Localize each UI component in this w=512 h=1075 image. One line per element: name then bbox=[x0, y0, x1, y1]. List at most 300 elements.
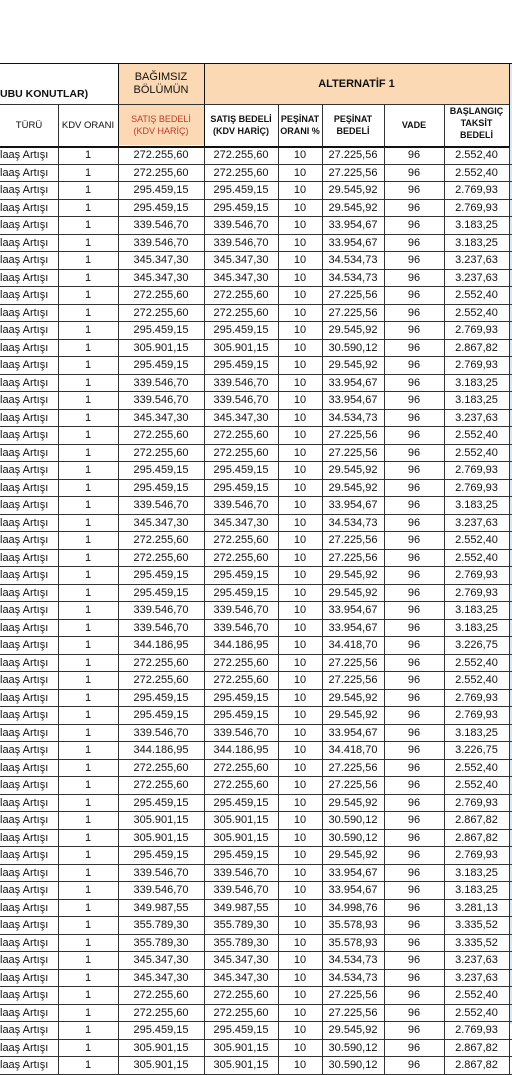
col-vade: VADE bbox=[401, 120, 427, 130]
cell-satis-bedeli-1: 272.255,60 bbox=[118, 654, 204, 672]
cell-pesinat-orani: 10 bbox=[278, 427, 322, 445]
cell-turu: laaş Artışı bbox=[0, 602, 58, 620]
cell-satis-bedeli-1: 295.459,15 bbox=[118, 567, 204, 585]
cell-pesinat-bedeli: 35.578,93 bbox=[322, 917, 384, 935]
cell-turu: laaş Artışı bbox=[0, 497, 58, 515]
cell-satis-bedeli-1: 272.255,60 bbox=[118, 1004, 204, 1022]
cell-pesinat-orani: 10 bbox=[278, 882, 322, 900]
cell-baslangic-taksit: 2.769,93 bbox=[444, 1022, 509, 1040]
cell-vade: 96 bbox=[384, 532, 444, 550]
cell-satis-bedeli-2: 295.459,15 bbox=[204, 357, 278, 375]
cell-turu: laaş Artışı bbox=[0, 374, 58, 392]
cell-pesinat-bedeli: 34.534,73 bbox=[322, 969, 384, 987]
cell-vade: 96 bbox=[384, 917, 444, 935]
cell-pesinat-bedeli: 33.954,67 bbox=[322, 724, 384, 742]
cell-pesinat-orani: 10 bbox=[278, 724, 322, 742]
cell-satis-bedeli-2: 295.459,15 bbox=[204, 847, 278, 865]
cell-vade: 96 bbox=[384, 182, 444, 200]
cell-vade: 96 bbox=[384, 829, 444, 847]
cell-satis-bedeli-2: 272.255,60 bbox=[204, 987, 278, 1005]
cell-satis-bedeli-2: 345.347,30 bbox=[204, 514, 278, 532]
cell-pesinat-bedeli: 27.225,56 bbox=[322, 427, 384, 445]
cell-pesinat-orani: 10 bbox=[278, 654, 322, 672]
cell-satis-bedeli-1: 355.789,30 bbox=[118, 917, 204, 935]
cell-pesinat-bedeli: 34.534,73 bbox=[322, 514, 384, 532]
cell-vade: 96 bbox=[384, 287, 444, 305]
cell-kdv-orani: 1 bbox=[58, 532, 118, 550]
cell-baslangic-taksit: 3.237,63 bbox=[444, 269, 509, 287]
cell-vade: 96 bbox=[384, 497, 444, 515]
cell-satis-bedeli-2: 272.255,60 bbox=[204, 777, 278, 795]
cell-satis-bedeli-2: 345.347,30 bbox=[204, 252, 278, 270]
cell-vade: 96 bbox=[384, 672, 444, 690]
cell-satis-bedeli-2: 295.459,15 bbox=[204, 1022, 278, 1040]
cell-turu: laaş Artışı bbox=[0, 427, 58, 445]
cell-turu: laaş Artışı bbox=[0, 707, 58, 725]
cell-turu: laaş Artışı bbox=[0, 1039, 58, 1057]
cell-vade: 96 bbox=[384, 409, 444, 427]
cell-pesinat-bedeli: 27.225,56 bbox=[322, 147, 384, 164]
cell-pesinat-orani: 10 bbox=[278, 759, 322, 777]
cell-satis-bedeli-1: 339.546,70 bbox=[118, 374, 204, 392]
cell-satis-bedeli-2: 295.459,15 bbox=[204, 199, 278, 217]
cell-turu: laaş Artışı bbox=[0, 654, 58, 672]
cell-pesinat-orani: 10 bbox=[278, 147, 322, 164]
table-row bbox=[0, 269, 512, 287]
table-row bbox=[0, 812, 512, 830]
cell-satis-bedeli-2: 295.459,15 bbox=[204, 584, 278, 602]
bagimsiz-header: BAĞIMSIZ BÖLÜMÜN bbox=[118, 64, 204, 104]
table-row bbox=[0, 514, 512, 532]
table-row bbox=[0, 952, 512, 970]
cell-satis-bedeli-1: 295.459,15 bbox=[118, 847, 204, 865]
cell-satis-bedeli-2: 295.459,15 bbox=[204, 689, 278, 707]
cell-satis-bedeli-2: 272.255,60 bbox=[204, 147, 278, 164]
cell-satis-bedeli-2: 339.546,70 bbox=[204, 864, 278, 882]
cell-turu: laaş Artışı bbox=[0, 847, 58, 865]
cell-vade: 96 bbox=[384, 794, 444, 812]
cell-kdv-orani: 1 bbox=[58, 497, 118, 515]
cell-pesinat-orani: 10 bbox=[278, 1057, 322, 1075]
cell-satis-bedeli-1: 295.459,15 bbox=[118, 707, 204, 725]
cell-turu: laaş Artışı bbox=[0, 357, 58, 375]
table-row bbox=[0, 497, 512, 515]
cell-pesinat-bedeli: 27.225,56 bbox=[322, 287, 384, 305]
cell-baslangic-taksit: 3.237,63 bbox=[444, 514, 509, 532]
cell-kdv-orani: 1 bbox=[58, 427, 118, 445]
cell-satis-bedeli-2: 295.459,15 bbox=[204, 794, 278, 812]
cell-kdv-orani: 1 bbox=[58, 1039, 118, 1057]
cell-satis-bedeli-2: 295.459,15 bbox=[204, 567, 278, 585]
cell-baslangic-taksit: 2.867,82 bbox=[444, 339, 509, 357]
cell-kdv-orani: 1 bbox=[58, 567, 118, 585]
cell-kdv-orani: 1 bbox=[58, 689, 118, 707]
cell-satis-bedeli-2: 339.546,70 bbox=[204, 882, 278, 900]
cell-turu: laaş Artışı bbox=[0, 934, 58, 952]
cell-baslangic-taksit: 3.237,63 bbox=[444, 252, 509, 270]
cell-vade: 96 bbox=[384, 707, 444, 725]
cell-pesinat-orani: 10 bbox=[278, 199, 322, 217]
cell-pesinat-orani: 10 bbox=[278, 1004, 322, 1022]
cell-pesinat-orani: 10 bbox=[278, 602, 322, 620]
cell-satis-bedeli-1: 272.255,60 bbox=[118, 287, 204, 305]
cell-baslangic-taksit: 2.552,40 bbox=[444, 532, 509, 550]
cell-pesinat-bedeli: 27.225,56 bbox=[322, 164, 384, 182]
cell-pesinat-orani: 10 bbox=[278, 252, 322, 270]
cell-turu: laaş Artışı bbox=[0, 1022, 58, 1040]
cell-satis-bedeli-1: 295.459,15 bbox=[118, 182, 204, 200]
cell-satis-bedeli-2: 339.546,70 bbox=[204, 619, 278, 637]
cell-pesinat-bedeli: 27.225,56 bbox=[322, 987, 384, 1005]
cell-vade: 96 bbox=[384, 339, 444, 357]
cell-pesinat-orani: 10 bbox=[278, 357, 322, 375]
cell-baslangic-taksit: 3.183,25 bbox=[444, 217, 509, 235]
cell-pesinat-bedeli: 29.545,92 bbox=[322, 847, 384, 865]
cell-pesinat-orani: 10 bbox=[278, 794, 322, 812]
cell-satis-bedeli-1: 339.546,70 bbox=[118, 392, 204, 410]
cell-pesinat-bedeli: 33.954,67 bbox=[322, 392, 384, 410]
cell-satis-bedeli-1: 339.546,70 bbox=[118, 882, 204, 900]
cell-satis-bedeli-2: 272.255,60 bbox=[204, 427, 278, 445]
cell-kdv-orani: 1 bbox=[58, 882, 118, 900]
col-kdv-orani: KDV ORANI bbox=[61, 119, 115, 131]
cell-vade: 96 bbox=[384, 357, 444, 375]
cell-vade: 96 bbox=[384, 1022, 444, 1040]
table-row bbox=[0, 917, 512, 935]
cell-pesinat-orani: 10 bbox=[278, 217, 322, 235]
cell-vade: 96 bbox=[384, 724, 444, 742]
cell-pesinat-bedeli: 34.534,73 bbox=[322, 252, 384, 270]
cell-baslangic-taksit: 3.281,13 bbox=[444, 899, 509, 917]
table-row bbox=[0, 1057, 512, 1075]
table-row bbox=[0, 549, 512, 567]
cell-baslangic-taksit: 2.769,93 bbox=[444, 707, 509, 725]
cell-pesinat-bedeli: 30.590,12 bbox=[322, 829, 384, 847]
cell-turu: laaş Artışı bbox=[0, 952, 58, 970]
cell-satis-bedeli-1: 272.255,60 bbox=[118, 549, 204, 567]
cell-pesinat-bedeli: 33.954,67 bbox=[322, 497, 384, 515]
cell-turu: laaş Artışı bbox=[0, 829, 58, 847]
cell-baslangic-taksit: 2.867,82 bbox=[444, 829, 509, 847]
cell-baslangic-taksit: 3.183,25 bbox=[444, 374, 509, 392]
cell-kdv-orani: 1 bbox=[58, 287, 118, 305]
cell-pesinat-orani: 10 bbox=[278, 392, 322, 410]
cell-satis-bedeli-2: 339.546,70 bbox=[204, 217, 278, 235]
cell-baslangic-taksit: 2.552,40 bbox=[444, 147, 509, 164]
cell-satis-bedeli-1: 305.901,15 bbox=[118, 1057, 204, 1075]
cell-satis-bedeli-1: 295.459,15 bbox=[118, 357, 204, 375]
cell-turu: laaş Artışı bbox=[0, 532, 58, 550]
cell-kdv-orani: 1 bbox=[58, 637, 118, 655]
cell-pesinat-bedeli: 29.545,92 bbox=[322, 357, 384, 375]
cell-pesinat-orani: 10 bbox=[278, 497, 322, 515]
col-pesinat-bedeli: PEŞİNAT BEDELİ bbox=[333, 114, 373, 136]
cell-pesinat-bedeli: 29.545,92 bbox=[322, 707, 384, 725]
cell-satis-bedeli-2: 339.546,70 bbox=[204, 392, 278, 410]
cell-kdv-orani: 1 bbox=[58, 654, 118, 672]
cell-satis-bedeli-2: 295.459,15 bbox=[204, 462, 278, 480]
cell-kdv-orani: 1 bbox=[58, 864, 118, 882]
table-row bbox=[0, 1039, 512, 1057]
cell-satis-bedeli-1: 345.347,30 bbox=[118, 969, 204, 987]
cell-vade: 96 bbox=[384, 654, 444, 672]
cell-turu: laaş Artışı bbox=[0, 234, 58, 252]
cell-turu: laaş Artışı bbox=[0, 444, 58, 462]
cell-baslangic-taksit: 2.552,40 bbox=[444, 164, 509, 182]
cell-pesinat-bedeli: 33.954,67 bbox=[322, 602, 384, 620]
cell-vade: 96 bbox=[384, 479, 444, 497]
cell-baslangic-taksit: 2.769,93 bbox=[444, 584, 509, 602]
cell-turu: laaş Artışı bbox=[0, 549, 58, 567]
cell-kdv-orani: 1 bbox=[58, 374, 118, 392]
cell-baslangic-taksit: 2.867,82 bbox=[444, 812, 509, 830]
cell-satis-bedeli-1: 344.186,95 bbox=[118, 742, 204, 760]
col-satis-bedeli-2: SATIŞ BEDELİ (KDV HARİÇ) bbox=[210, 114, 272, 136]
table-row bbox=[0, 777, 512, 795]
cell-vade: 96 bbox=[384, 234, 444, 252]
table-row bbox=[0, 357, 512, 375]
cell-satis-bedeli-1: 295.459,15 bbox=[118, 462, 204, 480]
cell-satis-bedeli-2: 295.459,15 bbox=[204, 707, 278, 725]
table-row bbox=[0, 689, 512, 707]
cell-kdv-orani: 1 bbox=[58, 147, 118, 164]
cell-pesinat-bedeli: 33.954,67 bbox=[322, 374, 384, 392]
cell-pesinat-orani: 10 bbox=[278, 532, 322, 550]
cell-satis-bedeli-2: 349.987,55 bbox=[204, 899, 278, 917]
cell-kdv-orani: 1 bbox=[58, 182, 118, 200]
table-row bbox=[0, 899, 512, 917]
cell-turu: laaş Artışı bbox=[0, 304, 58, 322]
cell-vade: 96 bbox=[384, 217, 444, 235]
cell-kdv-orani: 1 bbox=[58, 409, 118, 427]
table-row bbox=[0, 987, 512, 1005]
cell-kdv-orani: 1 bbox=[58, 619, 118, 637]
cell-turu: laaş Artışı bbox=[0, 1057, 58, 1075]
cell-pesinat-bedeli: 33.954,67 bbox=[322, 864, 384, 882]
cell-pesinat-bedeli: 30.590,12 bbox=[322, 1039, 384, 1057]
cell-satis-bedeli-2: 295.459,15 bbox=[204, 182, 278, 200]
col-baslangic-taksit: BAŞLANGIÇ TAKSİT BEDELİ bbox=[449, 105, 504, 140]
cell-baslangic-taksit: 3.237,63 bbox=[444, 952, 509, 970]
cell-satis-bedeli-2: 344.186,95 bbox=[204, 742, 278, 760]
cell-baslangic-taksit: 3.237,63 bbox=[444, 969, 509, 987]
cell-satis-bedeli-2: 305.901,15 bbox=[204, 1057, 278, 1075]
cell-satis-bedeli-2: 355.789,30 bbox=[204, 934, 278, 952]
col-pesinat-orani: PEŞİNAT ORANI % bbox=[280, 114, 320, 136]
cell-kdv-orani: 1 bbox=[58, 602, 118, 620]
cell-pesinat-orani: 10 bbox=[278, 409, 322, 427]
cell-turu: laaş Artışı bbox=[0, 182, 58, 200]
cell-vade: 96 bbox=[384, 374, 444, 392]
cell-satis-bedeli-2: 339.546,70 bbox=[204, 724, 278, 742]
cell-kdv-orani: 1 bbox=[58, 479, 118, 497]
cell-baslangic-taksit: 2.867,82 bbox=[444, 1039, 509, 1057]
cell-baslangic-taksit: 3.226,75 bbox=[444, 637, 509, 655]
cell-pesinat-orani: 10 bbox=[278, 829, 322, 847]
table-row bbox=[0, 934, 512, 952]
cell-vade: 96 bbox=[384, 969, 444, 987]
cell-pesinat-orani: 10 bbox=[278, 777, 322, 795]
cell-pesinat-orani: 10 bbox=[278, 567, 322, 585]
cell-satis-bedeli-1: 272.255,60 bbox=[118, 777, 204, 795]
cell-kdv-orani: 1 bbox=[58, 1057, 118, 1075]
cell-vade: 96 bbox=[384, 882, 444, 900]
table-row bbox=[0, 829, 512, 847]
cell-pesinat-bedeli: 29.545,92 bbox=[322, 794, 384, 812]
cell-baslangic-taksit: 2.769,93 bbox=[444, 357, 509, 375]
cell-kdv-orani: 1 bbox=[58, 164, 118, 182]
cell-turu: laaş Artışı bbox=[0, 672, 58, 690]
cell-satis-bedeli-2: 345.347,30 bbox=[204, 409, 278, 427]
cell-satis-bedeli-1: 295.459,15 bbox=[118, 479, 204, 497]
cell-satis-bedeli-2: 295.459,15 bbox=[204, 322, 278, 340]
cell-satis-bedeli-1: 295.459,15 bbox=[118, 584, 204, 602]
cell-baslangic-taksit: 2.552,40 bbox=[444, 777, 509, 795]
cell-baslangic-taksit: 2.769,93 bbox=[444, 567, 509, 585]
cell-pesinat-orani: 10 bbox=[278, 339, 322, 357]
cell-turu: laaş Artışı bbox=[0, 462, 58, 480]
cell-baslangic-taksit: 3.183,25 bbox=[444, 234, 509, 252]
cell-pesinat-bedeli: 34.534,73 bbox=[322, 409, 384, 427]
cell-kdv-orani: 1 bbox=[58, 847, 118, 865]
cell-kdv-orani: 1 bbox=[58, 812, 118, 830]
cell-kdv-orani: 1 bbox=[58, 269, 118, 287]
cell-pesinat-orani: 10 bbox=[278, 287, 322, 305]
cell-pesinat-bedeli: 29.545,92 bbox=[322, 199, 384, 217]
table-row bbox=[0, 1004, 512, 1022]
cell-vade: 96 bbox=[384, 602, 444, 620]
cell-turu: laaş Artışı bbox=[0, 899, 58, 917]
cell-pesinat-orani: 10 bbox=[278, 1022, 322, 1040]
cell-turu: laaş Artışı bbox=[0, 777, 58, 795]
cell-satis-bedeli-1: 272.255,60 bbox=[118, 147, 204, 164]
cell-vade: 96 bbox=[384, 864, 444, 882]
cell-vade: 96 bbox=[384, 934, 444, 952]
table-row bbox=[0, 759, 512, 777]
cell-baslangic-taksit: 2.769,93 bbox=[444, 182, 509, 200]
cell-satis-bedeli-1: 339.546,70 bbox=[118, 497, 204, 515]
cell-pesinat-orani: 10 bbox=[278, 444, 322, 462]
cell-satis-bedeli-1: 339.546,70 bbox=[118, 217, 204, 235]
cell-kdv-orani: 1 bbox=[58, 322, 118, 340]
cell-vade: 96 bbox=[384, 812, 444, 830]
cell-pesinat-orani: 10 bbox=[278, 549, 322, 567]
cell-baslangic-taksit: 2.552,40 bbox=[444, 304, 509, 322]
col-turu: TÜRÜ bbox=[15, 119, 43, 131]
cell-pesinat-orani: 10 bbox=[278, 689, 322, 707]
cell-pesinat-bedeli: 29.545,92 bbox=[322, 567, 384, 585]
cell-satis-bedeli-2: 345.347,30 bbox=[204, 269, 278, 287]
cell-baslangic-taksit: 2.769,93 bbox=[444, 847, 509, 865]
cell-kdv-orani: 1 bbox=[58, 969, 118, 987]
cell-kdv-orani: 1 bbox=[58, 217, 118, 235]
cell-pesinat-orani: 10 bbox=[278, 374, 322, 392]
table-row bbox=[0, 304, 512, 322]
cell-satis-bedeli-2: 339.546,70 bbox=[204, 234, 278, 252]
cell-pesinat-bedeli: 27.225,56 bbox=[322, 304, 384, 322]
cell-kdv-orani: 1 bbox=[58, 304, 118, 322]
cell-vade: 96 bbox=[384, 777, 444, 795]
cell-satis-bedeli-2: 272.255,60 bbox=[204, 549, 278, 567]
table-row bbox=[0, 199, 512, 217]
table-row bbox=[0, 444, 512, 462]
cell-pesinat-orani: 10 bbox=[278, 672, 322, 690]
table-row bbox=[0, 724, 512, 742]
cell-turu: laaş Artışı bbox=[0, 689, 58, 707]
cell-pesinat-orani: 10 bbox=[278, 847, 322, 865]
table-row bbox=[0, 339, 512, 357]
cell-vade: 96 bbox=[384, 304, 444, 322]
cell-satis-bedeli-2: 339.546,70 bbox=[204, 497, 278, 515]
cell-satis-bedeli-2: 339.546,70 bbox=[204, 374, 278, 392]
cell-baslangic-taksit: 2.769,93 bbox=[444, 462, 509, 480]
cell-baslangic-taksit: 2.552,40 bbox=[444, 654, 509, 672]
cell-pesinat-orani: 10 bbox=[278, 234, 322, 252]
cell-pesinat-bedeli: 29.545,92 bbox=[322, 182, 384, 200]
table-row bbox=[0, 182, 512, 200]
cell-satis-bedeli-1: 272.255,60 bbox=[118, 759, 204, 777]
cell-satis-bedeli-1: 272.255,60 bbox=[118, 304, 204, 322]
cell-vade: 96 bbox=[384, 1004, 444, 1022]
cell-kdv-orani: 1 bbox=[58, 742, 118, 760]
cell-vade: 96 bbox=[384, 252, 444, 270]
cell-turu: laaş Artışı bbox=[0, 812, 58, 830]
cell-pesinat-orani: 10 bbox=[278, 1039, 322, 1057]
table-row bbox=[0, 882, 512, 900]
cell-baslangic-taksit: 2.769,93 bbox=[444, 322, 509, 340]
cell-turu: laaş Artışı bbox=[0, 584, 58, 602]
cell-pesinat-orani: 10 bbox=[278, 812, 322, 830]
cell-baslangic-taksit: 3.237,63 bbox=[444, 409, 509, 427]
cell-pesinat-bedeli: 29.545,92 bbox=[322, 462, 384, 480]
cell-satis-bedeli-1: 345.347,30 bbox=[118, 514, 204, 532]
cell-pesinat-bedeli: 34.534,73 bbox=[322, 952, 384, 970]
cell-satis-bedeli-1: 344.186,95 bbox=[118, 637, 204, 655]
table-row bbox=[0, 707, 512, 725]
cell-kdv-orani: 1 bbox=[58, 444, 118, 462]
cell-turu: laaş Artışı bbox=[0, 759, 58, 777]
cell-pesinat-orani: 10 bbox=[278, 304, 322, 322]
cell-pesinat-orani: 10 bbox=[278, 987, 322, 1005]
cell-turu: laaş Artışı bbox=[0, 147, 58, 164]
cell-pesinat-bedeli: 34.534,73 bbox=[322, 269, 384, 287]
cell-kdv-orani: 1 bbox=[58, 514, 118, 532]
cell-kdv-orani: 1 bbox=[58, 952, 118, 970]
cell-satis-bedeli-2: 355.789,30 bbox=[204, 917, 278, 935]
cell-kdv-orani: 1 bbox=[58, 724, 118, 742]
table-row bbox=[0, 462, 512, 480]
table-row bbox=[0, 532, 512, 550]
table-row bbox=[0, 147, 512, 164]
cell-kdv-orani: 1 bbox=[58, 1004, 118, 1022]
table-row bbox=[0, 637, 512, 655]
cell-turu: laaş Artışı bbox=[0, 322, 58, 340]
cell-satis-bedeli-1: 339.546,70 bbox=[118, 864, 204, 882]
cell-kdv-orani: 1 bbox=[58, 462, 118, 480]
cell-vade: 96 bbox=[384, 619, 444, 637]
cell-satis-bedeli-1: 305.901,15 bbox=[118, 339, 204, 357]
cell-baslangic-taksit: 2.867,82 bbox=[444, 1057, 509, 1075]
cell-satis-bedeli-2: 272.255,60 bbox=[204, 1004, 278, 1022]
cell-turu: laaş Artışı bbox=[0, 1004, 58, 1022]
cell-kdv-orani: 1 bbox=[58, 584, 118, 602]
cell-baslangic-taksit: 3.183,25 bbox=[444, 882, 509, 900]
table-row bbox=[0, 322, 512, 340]
cell-kdv-orani: 1 bbox=[58, 339, 118, 357]
cell-pesinat-orani: 10 bbox=[278, 952, 322, 970]
cell-satis-bedeli-1: 272.255,60 bbox=[118, 427, 204, 445]
cell-turu: laaş Artışı bbox=[0, 969, 58, 987]
